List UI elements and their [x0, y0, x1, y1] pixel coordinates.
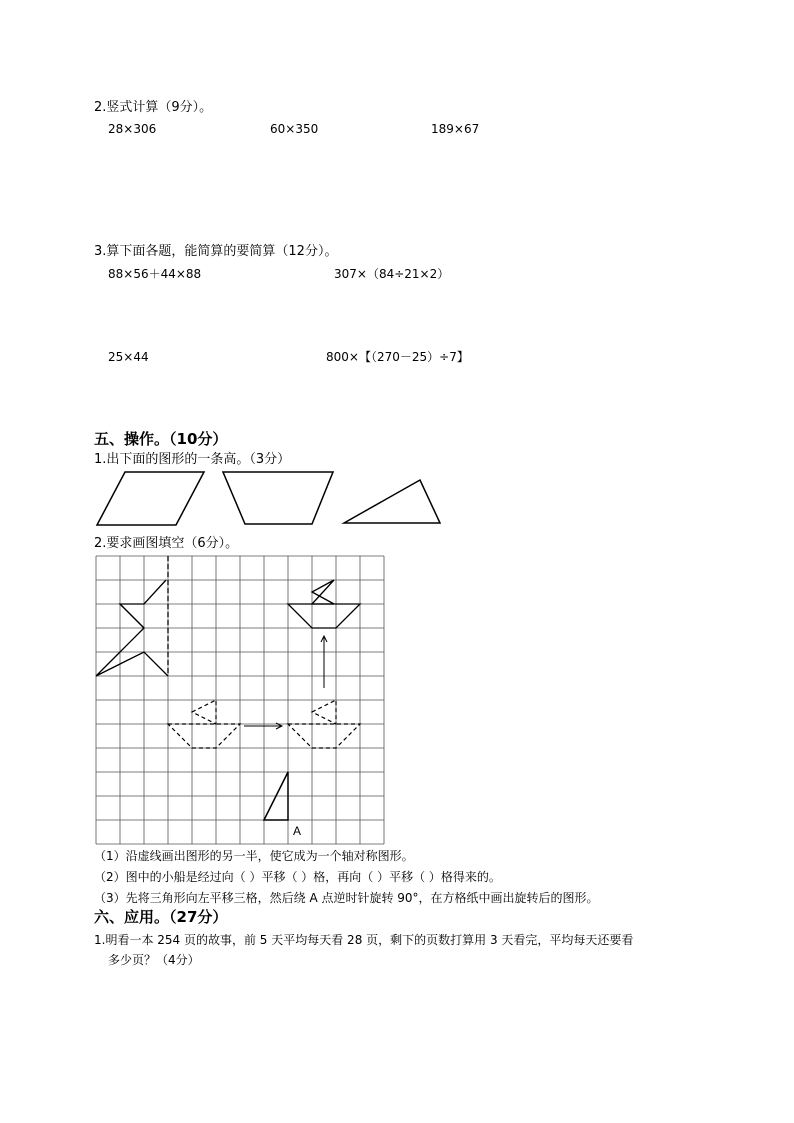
- q3-problem-4: 800×【（270－25）÷7】: [326, 350, 469, 364]
- section5-heading: 五、操作。（10分）: [94, 430, 228, 448]
- s5-q2-sub1: （1）沿虚线画出图形的另一半，使它成为一个轴对称图形。: [94, 849, 414, 863]
- parallelogram-shape: [97, 472, 204, 525]
- boat-hull: [288, 604, 360, 628]
- q2-problem-1: 28×306: [108, 122, 157, 136]
- q3-problem-2: 307×（84÷21×2）: [334, 267, 450, 281]
- boat-sail: [312, 580, 334, 604]
- s6-q1-line1: 1.明看一本 254 页的故事，前 5 天平均每天看 28 页，剩下的页数打算用 3 天看完，平均每天还要看: [94, 933, 634, 947]
- s5-q2-sub2: （2）图中的小船是经过向（ ）平移（ ）格，再向（ ）平移（ ）格得来的。: [94, 870, 501, 884]
- section6-heading: 六、应用。（27分）: [94, 908, 228, 926]
- half-star-edge: [120, 604, 144, 628]
- point-a-label: A: [293, 824, 302, 838]
- triangle-shape: [344, 480, 440, 523]
- q2-problem-3: 189×67: [431, 122, 480, 136]
- dashed-boat-left-hull: [168, 724, 240, 748]
- s5-q2-sub3: （3）先将三角形向左平移三格，然后绕 A 点逆时针旋转 90°，在方格纸中画出旋转后的图形。: [94, 891, 599, 905]
- s5-q2-title: 2.要求画图填空（6分）。: [94, 536, 239, 551]
- dashed-boat-right-hull: [288, 724, 360, 748]
- trapezoid-shape: [223, 472, 333, 524]
- q2-title: 2.竖式计算（9分）。: [94, 100, 213, 115]
- q3-problem-1: 88×56＋44×88: [108, 267, 202, 281]
- s5-q1-title: 1.出下面的图形的一条高。（3分）: [94, 452, 291, 467]
- dashed-boat-left-sail: [192, 700, 216, 724]
- grid-lines: [96, 556, 384, 844]
- s6-q1-line2: 多少页？（4分）: [108, 953, 200, 967]
- grid-figure: [96, 556, 384, 844]
- q2-problem-2: 60×350: [270, 122, 319, 136]
- q3-title: 3.算下面各题，能简算的要简算（12分）。: [94, 244, 338, 259]
- q3-problem-3: 25×44: [108, 350, 149, 364]
- dashed-boat-right-sail: [312, 700, 336, 724]
